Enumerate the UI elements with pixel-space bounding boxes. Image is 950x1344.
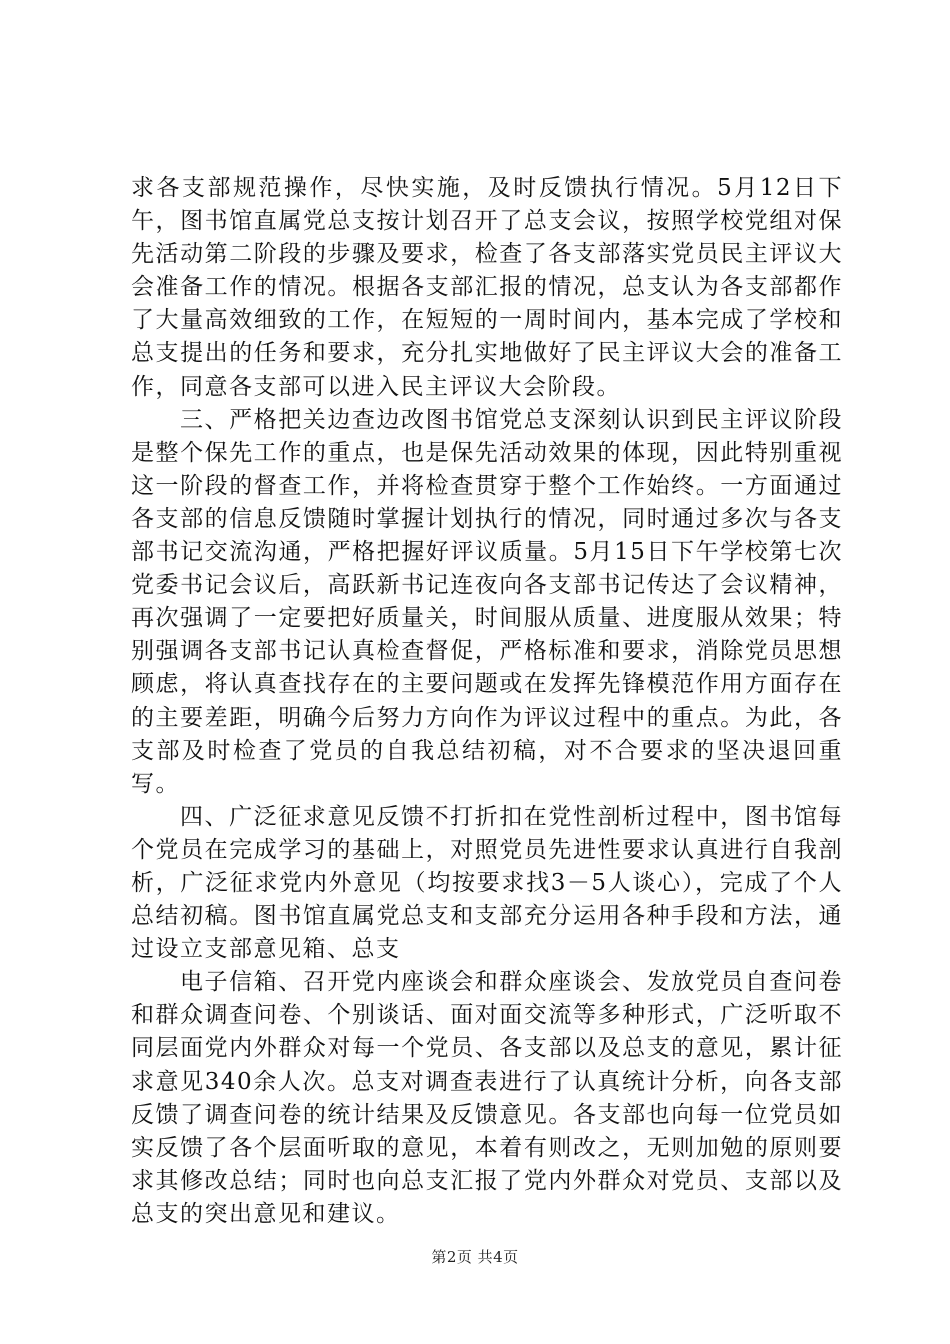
page-footer (0, 1246, 950, 1267)
paragraph-section-four-continued: 电子信箱、召开党内座谈会和群众座谈会、发放党员自查问卷和群众调查问卷、个别谈话、面对面交流等多种形式，广泛听取不同层面党内外群众对每一个党员、各支部以及总支的意见，累计征求意见340余人次。总支对调查表进行了认真统计分析，向各支部反馈了调查问卷的统计结果及反馈意见。各支部也向每一位党员如实反馈了各个层面听取的意见，本着有则改之，无则加勉的原则要求其修改总结；同时也向总支汇报了党内外群众对党员、支部以及总支的突出意见和建议。 (131, 969, 843, 1227)
page-number: 第2页 共4页 (431, 1248, 519, 1266)
paragraph-section-four: 四、广泛征求意见反馈不打折扣在党性剖析过程中，图书馆每个党员在完成学习的基础上，对照党员先进性要求认真进行自我剖析，广泛征求党内外意见（均按要求找3－5人谈心），完成了个人总结初稿。图书馆直属党总支和支部充分运用各种手段和方法，通过设立支部意见箱、总支 (131, 803, 843, 963)
paragraph-continuation: 求各支部规范操作，尽快实施，及时反馈执行情况。5月12日下午，图书馆直属党总支按计划召开了总支会议，按照学校党组对保先活动第二阶段的步骤及要求，检查了各支部落实党员民主评议大会准备工作的情况。根据各支部汇报的情况，总支认为各支部都作了大量高效细致的工作，在短短的一周时间内，基本完成了学校和总支提出的任务和要求，充分扎实地做好了民主评议大会的准备工作，同意各支部可以进入民主评议大会阶段。 (131, 175, 843, 400)
paragraph-section-three: 三、严格把关边查边改图书馆党总支深刻认识到民主评议阶段是整个保先工作的重点，也是保先活动效果的体现，因此特别重视这一阶段的督查工作，并将检查贯穿于整个工作始终。一方面通过各支部的信息反馈随时掌握计划执行的情况，同时通过多次与各支部书记交流沟通，严格把握好评议质量。5月15日下午学校第七次党委书记会议后，高跃新书记连夜向各支部书记传达了会议精神，再次强调了一定要把好质量关，时间服从质量、进度服从效果；特别强调各支部书记认真检查督促，严格标准和要求，消除党员思想顾虑，将认真查找存在的主要问题或在发挥先锋模范作用方面存在的主要差距，明确今后努力方向作为评议过程中的重点。为此，各支部及时检查了党员的自我总结初稿，对不合要求的坚决退回重写。 (131, 406, 843, 797)
document-body (131, 172, 843, 1231)
